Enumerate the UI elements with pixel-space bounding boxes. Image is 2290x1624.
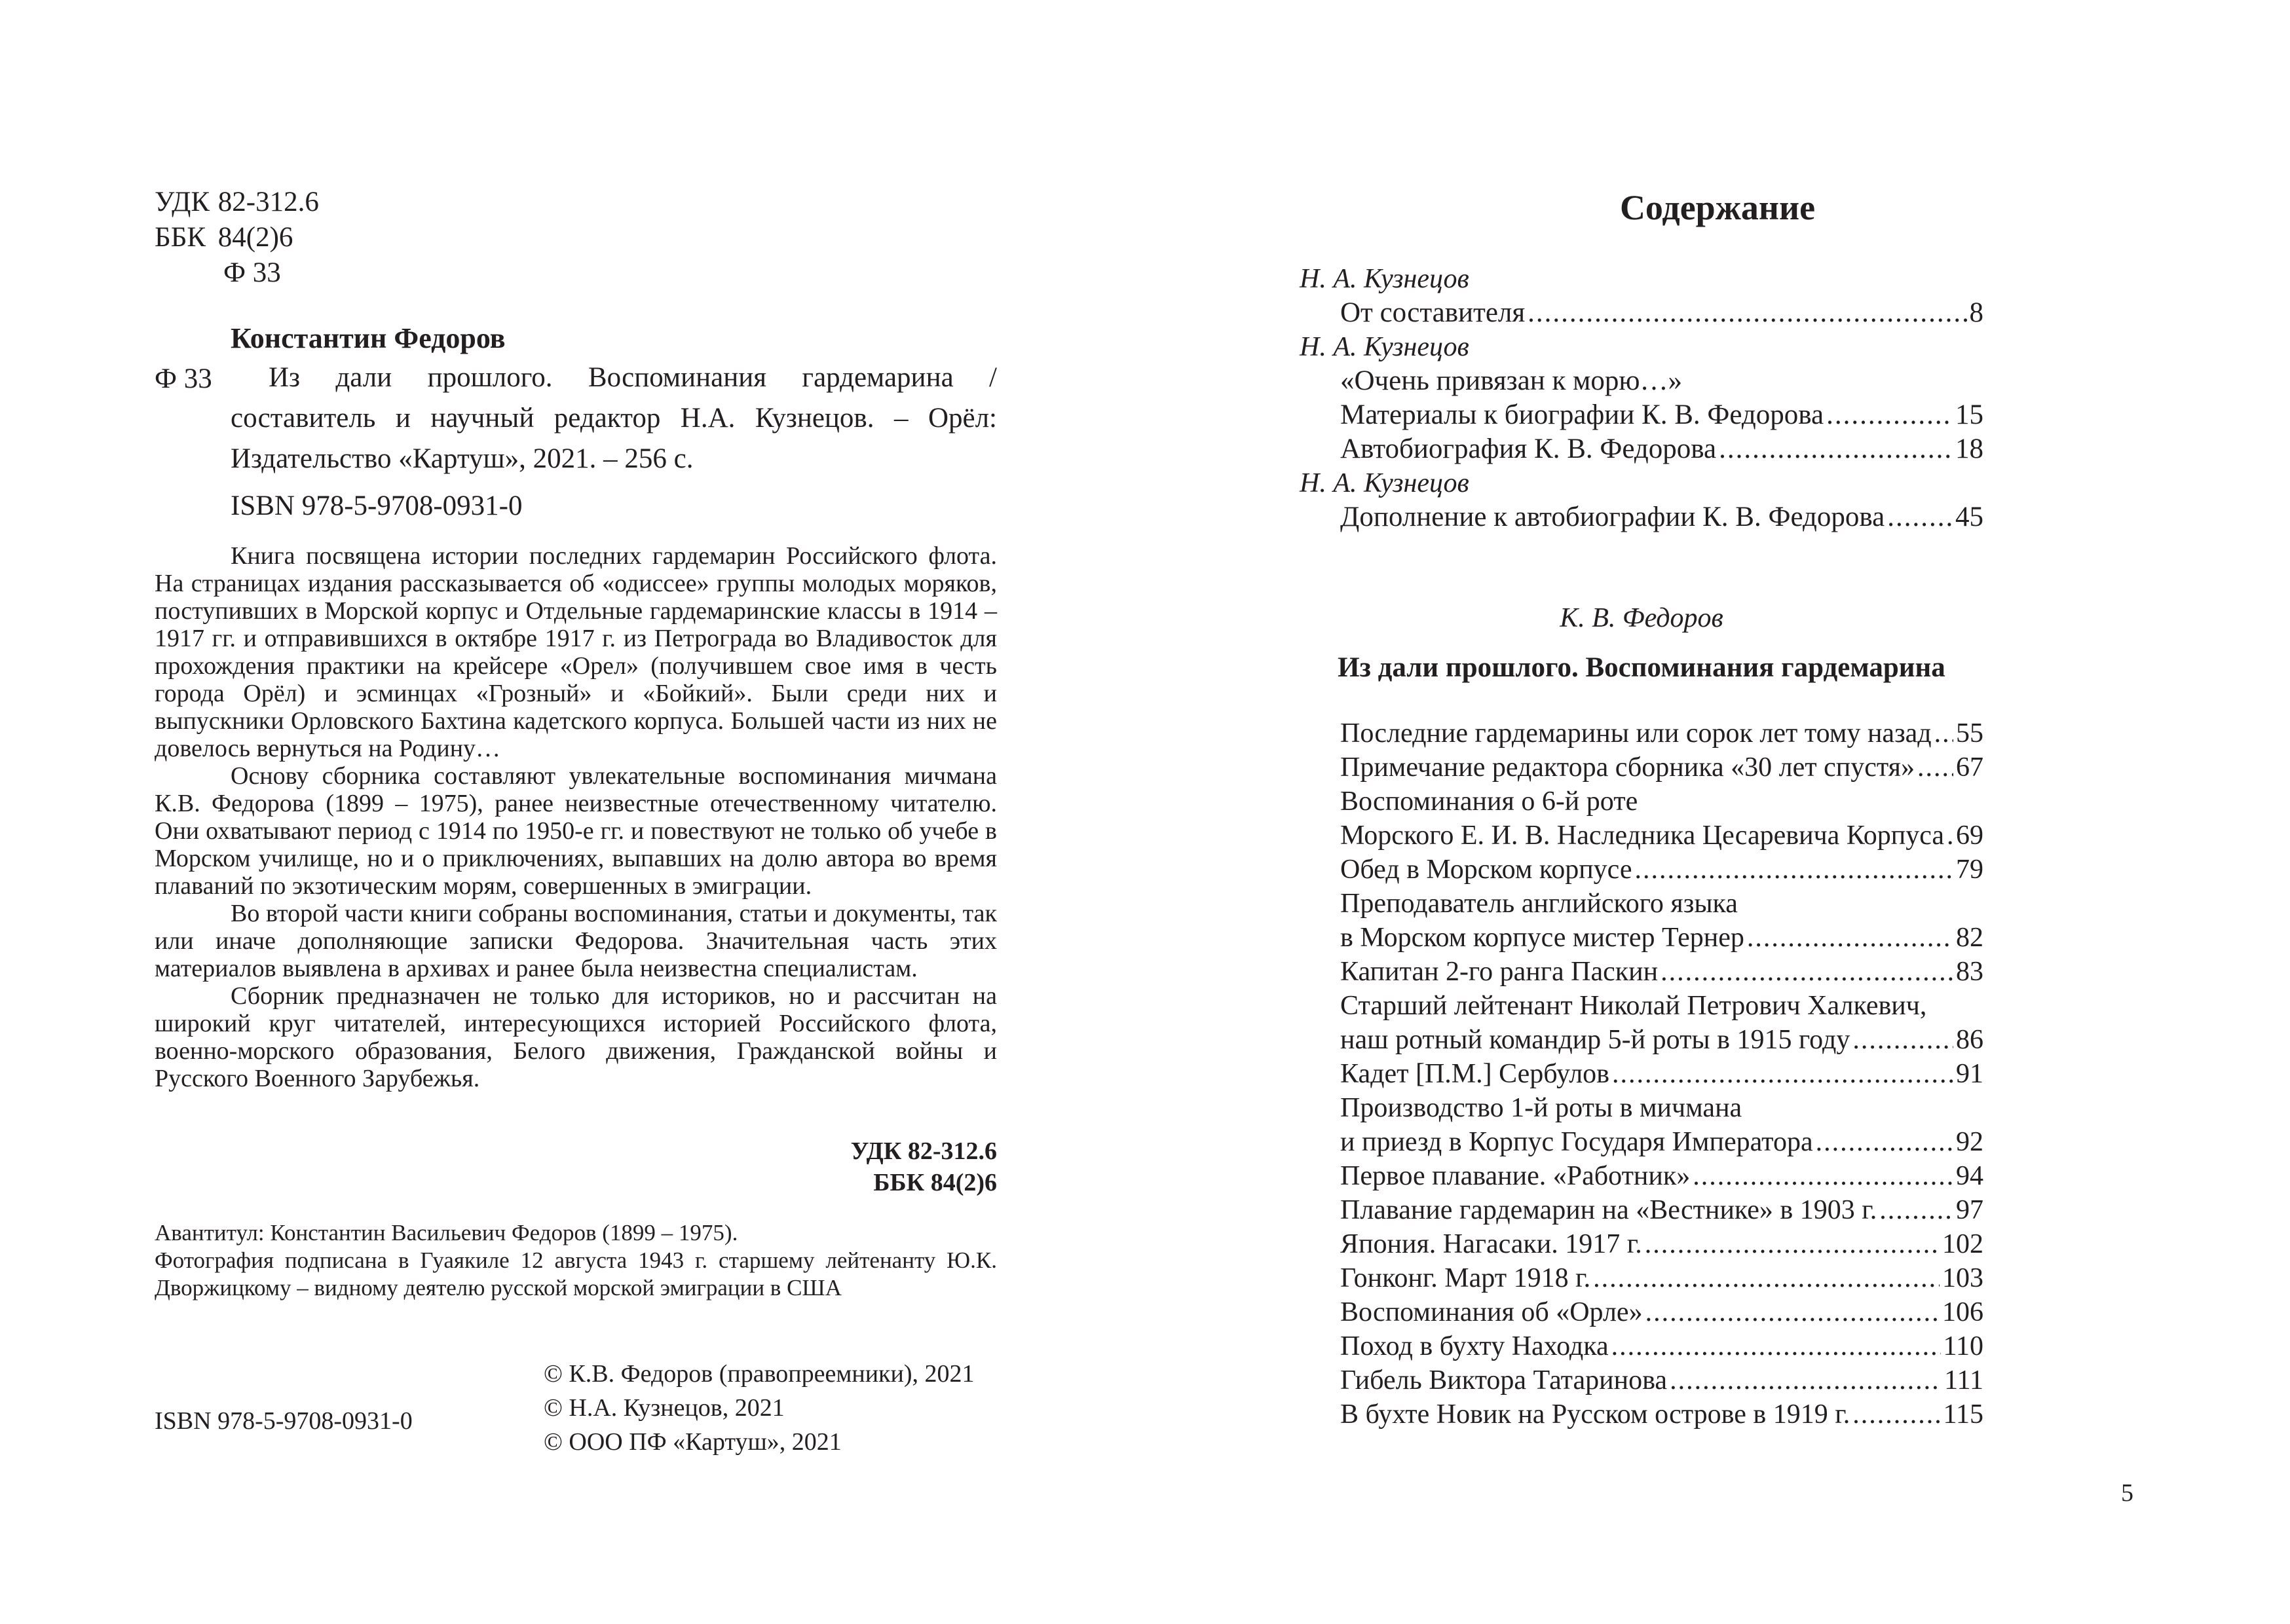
bbk-value: 84(2)6 — [217, 222, 293, 253]
toc-entry-line: Воспоминания о 6-й роте — [1340, 786, 1638, 817]
bbk-bottom: ББК 84(2)6 — [873, 1169, 997, 1196]
annotation-paragraph: Книга посвящена истории последних гардемарин Российского флота. На страницах издания рассказывается об «одиссее» группы молодых моряков, поступивших в Морской корпус и Отдельные гардемаринские классы в 1914 – 1917 гг. и отправившихся в октябре 1917 г. из Петрограда во Владивосток для прохождения практики на крейсере «Орел» (получившем свое имя в честь города Орёл) и эсминцах «Грозный» и «Бойкий». Были среди них и выпускники Орловского Бахтина кадетского корпуса. Большей части из них не довелось вернуться на Родину… — [155, 542, 997, 762]
toc-entry-title: Материалы к биографии К. В. Федорова — [1340, 399, 1824, 430]
toc-leader — [1826, 398, 1953, 432]
toc-entry-title: Воспоминания об «Орле» — [1340, 1297, 1643, 1327]
toc-entry — [1300, 1295, 1983, 1329]
copyright-line: © К.В. Федоров (правопреемники), 2021 — [544, 1360, 975, 1388]
toc-entry-page: 102 — [1942, 1229, 1983, 1259]
toc-entry — [1300, 921, 1983, 955]
toc-leader — [1934, 716, 1953, 750]
copyright-line: © ООО ПФ «Картуш», 2021 — [544, 1428, 842, 1456]
section-title: Из дали прошлого. Воспоминания гардемарина — [1338, 652, 1945, 683]
toc-leader — [1528, 296, 1966, 330]
toc-leader — [1917, 750, 1953, 784]
toc-leader — [1645, 1227, 1940, 1261]
toc-entry — [1300, 1397, 1983, 1431]
udk-bottom: УДК 82-312.6 — [850, 1137, 997, 1165]
library-codes — [155, 185, 319, 291]
toc-entry — [1300, 432, 1983, 466]
toc-entry-title: наш ротный командир 5-й роты в 1915 году — [1340, 1025, 1850, 1055]
frontispiece-note — [155, 1219, 997, 1302]
toc-entry-page: 115 — [1943, 1399, 1983, 1430]
toc-entry-title: Гонконг. Март 1918 г. — [1340, 1263, 1591, 1293]
bib-code: Ф 33 — [155, 363, 212, 394]
toc-entry-page: 82 — [1956, 923, 1983, 953]
toc-leader — [1611, 1329, 1941, 1363]
toc-entry-title: Плавание гардемарин на «Вестнике» в 1903 г. — [1340, 1195, 1877, 1225]
copyright-line: © Н.А. Кузнецов, 2021 — [544, 1394, 785, 1422]
toc-entry-page: 55 — [1956, 718, 1983, 748]
copyrights — [544, 1357, 975, 1459]
toc-entry-title: Последние гардемарины или сорок лет тому назад — [1340, 718, 1932, 748]
toc-entry-title: Автобиография К. В. Федорова — [1340, 434, 1717, 464]
toc-entry — [1300, 1363, 1983, 1397]
toc-entry — [1300, 853, 1983, 887]
toc-entry-title: Кадет [П.М.] Сербулов — [1340, 1059, 1609, 1089]
toc-entry — [1300, 1023, 1983, 1057]
toc-entry-page: 67 — [1956, 752, 1983, 783]
bbk-key: ББК — [155, 222, 206, 253]
bbk-row — [155, 220, 319, 255]
toc-entry-title: Морского Е. И. В. Наследника Цесаревича Корпуса — [1340, 821, 1945, 851]
toc-entry-page: 111 — [1944, 1365, 1983, 1395]
toc-entry — [1300, 1193, 1983, 1227]
toc-entry-page: 79 — [1956, 855, 1983, 885]
section-author: К. В. Федоров — [1560, 603, 1723, 633]
toc-entry — [1300, 1227, 1983, 1261]
toc-entry-title: Обед в Морском корпусе — [1340, 855, 1632, 885]
toc-entry-page: 15 — [1955, 399, 1983, 430]
toc-entry-page: 86 — [1956, 1025, 1983, 1055]
toc-leader — [1852, 1023, 1953, 1057]
toc-entry — [1300, 1159, 1983, 1193]
toc-list — [1300, 716, 1983, 1431]
toc-leader — [1593, 1261, 1940, 1295]
toc-entry-page: 83 — [1956, 957, 1983, 987]
toc-entry-title: Первое плавание. «Работник» — [1340, 1161, 1691, 1191]
udk-key: УДК — [155, 187, 210, 217]
toc-entry-title: Гибель Виктора Татаринова — [1340, 1365, 1668, 1395]
toc-entry-line: Старший лейтенант Николай Петрович Халкевич, — [1340, 991, 1927, 1021]
toc-entry-page: 106 — [1942, 1297, 1983, 1327]
toc-entry — [1300, 1057, 1983, 1091]
toc-author: Н. А. Кузнецов — [1300, 264, 1469, 294]
annotation-paragraph: Сборник предназначен не только для историков, но и рассчитан на широкий круг читателей, интересующихся историей Российского флота, военно-морского образования, Белого движения, Гражданской войны и Русского Военного Зарубежья. — [155, 982, 997, 1092]
toc-entry-title: От составителя — [1340, 297, 1526, 328]
toc-entry-page: 18 — [1955, 434, 1983, 464]
toc-entry — [1300, 1125, 1983, 1159]
right-page — [1145, 0, 2290, 1624]
bib-description: Из дали прошлого. Воспоминания гардемарина / составитель и научный редактор Н.А. Кузнецов. – Орёл: Издательство «Картуш», 2021. – 256 с. — [231, 362, 997, 474]
page-number: 5 — [2121, 1479, 2133, 1507]
toc-entry — [1300, 1261, 1983, 1295]
annotation — [155, 542, 997, 1092]
toc-entry — [1300, 398, 1983, 432]
toc-leader — [1634, 853, 1953, 887]
toc-entry-page: 8 — [1969, 297, 1983, 328]
toc-entry-title: Поход в бухту Находка — [1340, 1331, 1609, 1361]
author-code: Ф 33 — [223, 257, 281, 288]
toc-entry-title: Капитан 2-го ранга Паскин — [1340, 957, 1659, 987]
udk-row — [155, 185, 319, 220]
toc-entry-title: в Морском корпусе мистер Тернер — [1340, 923, 1744, 953]
toc-leader — [1645, 1295, 1940, 1329]
toc-entry-page: 97 — [1956, 1195, 1983, 1225]
toc-entry-line: «Очень привязан к морю…» — [1340, 365, 1682, 396]
toc-entry-title: В бухте Новик на Русском острове в 1919 г. — [1340, 1399, 1850, 1430]
toc-leader — [1947, 819, 1953, 853]
book-author: Константин Федоров — [231, 322, 506, 354]
toc-leader — [1816, 1125, 1953, 1159]
toc-entry-title: Япония. Нагасаки. 1917 г. — [1340, 1229, 1642, 1259]
frontispiece-line: Авантитул: Константин Васильевич Федоров (1899 – 1975). — [155, 1220, 738, 1246]
toc-entry — [1300, 296, 1983, 330]
toc-leader — [1670, 1363, 1942, 1397]
toc-entry-page: 103 — [1942, 1263, 1983, 1293]
toc-entry — [1300, 500, 1983, 534]
toc-entry-page: 94 — [1956, 1161, 1983, 1191]
toc-leader — [1719, 432, 1953, 466]
toc-entry-line: Преподаватель английского языка — [1340, 889, 1738, 919]
toc-entry — [1300, 955, 1983, 989]
toc-leader — [1879, 1193, 1953, 1227]
isbn-top: ISBN 978-5-9708-0931-0 — [231, 490, 523, 521]
toc-leader — [1747, 921, 1953, 955]
toc-author: Н. А. Кузнецов — [1300, 332, 1469, 362]
toc-leader — [1612, 1057, 1953, 1091]
library-codes-bottom — [155, 1135, 997, 1198]
toc-leader — [1661, 955, 1953, 989]
toc-entry-title: и приезд в Корпус Государя Императора — [1340, 1127, 1813, 1157]
toc-entry-title: Примечание редактора сборника «30 лет спустя» — [1340, 752, 1915, 783]
toc-author: Н. А. Кузнецов — [1300, 468, 1469, 498]
udk-value: 82-312.6 — [217, 187, 319, 217]
toc-entry-title: Дополнение к автобиографии К. В. Федорова — [1340, 502, 1885, 532]
toc-entry-page: 91 — [1956, 1059, 1983, 1089]
toc-entry-page: 110 — [1943, 1331, 1983, 1361]
annotation-paragraph: Во второй части книги собраны воспоминания, статьи и документы, так или иначе дополняющие записки Федорова. Значительная часть этих материалов выявлена в архивах и ранее была неизвестна специалистам. — [155, 900, 997, 982]
toc-entry — [1300, 750, 1983, 784]
toc-entry — [1300, 819, 1983, 853]
annotation-paragraph: Основу сборника составляют увлекательные воспоминания мичмана К.В. Федорова (1899 – 1975), ранее неизвестные отечественному читателю. Они охватывают период с 1914 по 1950-е гг. и повествуют не только об учебе в Морском училище, но и о приключениях, выпавших на долю автора во время плаваний по экзотическим морям, совершенных в эмиграции. — [155, 762, 997, 900]
toc-leader — [1887, 500, 1953, 534]
toc-entry — [1300, 716, 1983, 750]
toc-entry-page: 92 — [1956, 1127, 1983, 1157]
toc-entry-page: 69 — [1956, 821, 1983, 851]
toc-title: Содержание — [1619, 188, 1816, 227]
toc-leader — [1693, 1159, 1953, 1193]
toc-entry — [1300, 1329, 1983, 1363]
toc-entry-page: 45 — [1955, 502, 1983, 532]
frontispiece-line: Фотография подписана в Гуаякиле 12 августа 1943 г. старшему лейтенанту Ю.К. Дворжицкому – видному деятелю русской морской эмиграции в США — [155, 1247, 997, 1301]
toc-entry-line: Производство 1-й роты в мичмана — [1340, 1093, 1742, 1123]
toc-intro — [1300, 262, 1983, 534]
toc-leader — [1852, 1397, 1940, 1431]
isbn-bottom: ISBN 978-5-9708-0931-0 — [155, 1407, 413, 1435]
